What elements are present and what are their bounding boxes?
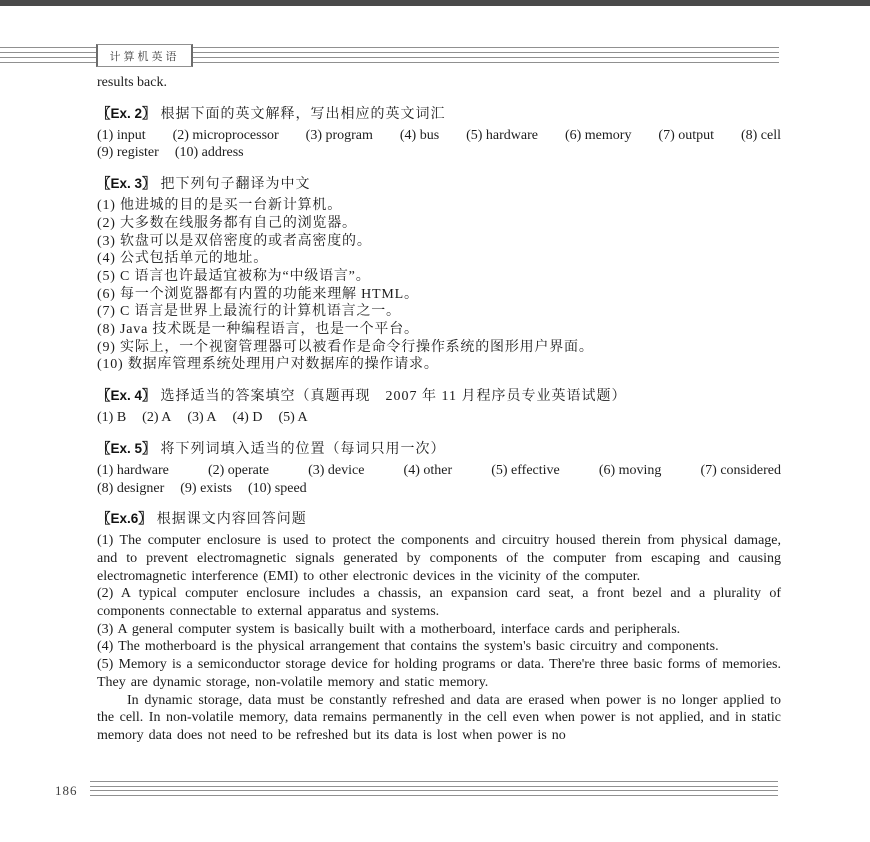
exercise-4-title [97, 386, 781, 406]
page-number: 186 [55, 783, 78, 798]
exercise-5-title [97, 439, 781, 459]
closing-paragraph: In dynamic storage, data must be constantly refreshed and data are erased when power is no longer applied to the cell. In non-volatile memory, data remains permanently in the cell even when power is not applied, and in static memory data does not need to be refreshed but its data is lost when power is no [97, 692, 781, 743]
page-body [97, 74, 781, 745]
exercise-4-tag: 〖Ex. 4〗 [97, 388, 156, 404]
answer-item: (3) A [187, 410, 217, 426]
answer-paragraph: (1) The computer enclosure is used to protect the components and circuitry housed therein from physical damage, and to prevent electromagnetic signals generated by components of the computer from escaping and causing electromagnetic interference (EMI) to other electronic devices in the vicinity of the computer. [97, 533, 781, 584]
word-item: (6) moving [598, 462, 662, 478]
translation-item: (7) C 语言是世界上最流行的计算机语言之一。 [97, 304, 401, 320]
answer-item: (4) D [232, 410, 263, 426]
word-item: (2) operate [207, 462, 270, 478]
word-item: (4) bus [399, 127, 440, 143]
footer-rule-line [90, 795, 778, 796]
exercise-4-title-text: 选择适当的答案填空（真题再现 2007 年 11 月程序员专业英语试题） [160, 389, 627, 405]
answer-paragraph: (3) A general computer system is basically built with a motherboard, interface cards and peripherals. [97, 621, 681, 637]
word-item: (9) exists [180, 480, 232, 496]
exercise-4-answers-row [97, 409, 781, 427]
answer-paragraph: (4) The motherboard is the physical arrangement that contains the system's basic circuitry and components. [97, 639, 719, 655]
exercise-5-tag: 〖Ex. 5〗 [97, 440, 156, 456]
word-item: (10) speed [247, 480, 307, 496]
word-item: (1) input [97, 127, 146, 143]
answer-item: (5) A [278, 410, 308, 426]
footer-rule-line [90, 790, 778, 791]
translation-item: (2) 大多数在线服务都有自己的浏览器。 [97, 215, 357, 231]
translation-item: (3) 软盘可以是双倍密度的或者高密度的。 [97, 233, 372, 249]
word-item: (3) device [308, 462, 365, 478]
exercise-2-tag: 〖Ex. 2〗 [97, 105, 156, 121]
exercise-6-title-text: 根据课文内容回答问题 [156, 512, 307, 528]
footer-rules [90, 781, 778, 797]
translation-item: (9) 实际上，一个视窗管理器可以被看作是命令行操作系统的图形用户界面。 [97, 339, 594, 355]
exercise-3-title [97, 174, 781, 194]
header-title-box [96, 44, 193, 67]
footer-rule-line [90, 786, 778, 787]
word-item: (7) output [658, 127, 715, 143]
exercise-6-title [97, 509, 781, 529]
exercise-2-words-row-1 [97, 127, 781, 145]
answer-paragraph: (5) Memory is a semiconductor storage device for holding programs or data. There're three basic forms of memories. They are dynamic storage, non-volatile memory and static memory. [97, 657, 781, 690]
body-text-line: results back. [97, 75, 167, 90]
word-item: (3) program [305, 127, 373, 143]
running-head [0, 44, 779, 67]
word-item: (5) hardware [466, 127, 539, 143]
translation-item: (6) 每一个浏览器都有内置的功能来理解 HTML。 [97, 286, 419, 302]
footer-rule-line [90, 781, 778, 782]
exercise-2-title-text: 根据下面的英文解释，写出相应的英文词汇 [160, 106, 446, 122]
word-item: (5) effective [491, 462, 560, 478]
answer-item: (2) A [142, 410, 172, 426]
exercise-3-tag: 〖Ex. 3〗 [97, 176, 156, 192]
word-item: (7) considered [700, 462, 781, 478]
word-item: (8) cell [740, 127, 781, 143]
word-item: (1) hardware [97, 462, 169, 478]
header-title: 计算机英语 [109, 50, 180, 63]
word-item: (4) other [403, 462, 453, 478]
translation-item: (5) C 语言也许最适宜被称为“中级语言”。 [97, 268, 371, 284]
word-item: (8) designer [97, 480, 165, 496]
word-item: (9) register [97, 145, 159, 161]
translation-item: (4) 公式包括单元的地址。 [97, 251, 269, 267]
answer-item: (1) B [97, 410, 127, 426]
exercise-5-title-text: 将下列词填入适当的位置（每词只用一次） [160, 441, 446, 457]
word-item: (6) memory [564, 127, 632, 143]
exercise-5-words-row-1 [97, 462, 781, 480]
exercise-2-words-row-2 [97, 144, 781, 162]
translation-item: (10) 数据库管理系统处理用户对数据库的操作请求。 [97, 357, 439, 373]
exercise-3-title-text: 把下列句子翻译为中文 [160, 177, 311, 193]
exercise-2-title [97, 104, 781, 124]
page-top-edge [0, 0, 870, 6]
translation-item: (8) Java 技术既是一种编程语言，也是一个平台。 [97, 322, 419, 338]
translation-item: (1) 他进城的目的是买一台新计算机。 [97, 198, 343, 214]
exercise-5-words-row-2 [97, 480, 781, 498]
word-item: (10) address [174, 145, 244, 161]
word-item: (2) microprocessor [172, 127, 279, 143]
exercise-6-tag: 〖Ex.6〗 [97, 511, 152, 527]
answer-paragraph: (2) A typical computer enclosure includes a chassis, an expansion card seat, a front bezel and a plurality of components connectable to external apparatus and systems. [97, 586, 781, 620]
